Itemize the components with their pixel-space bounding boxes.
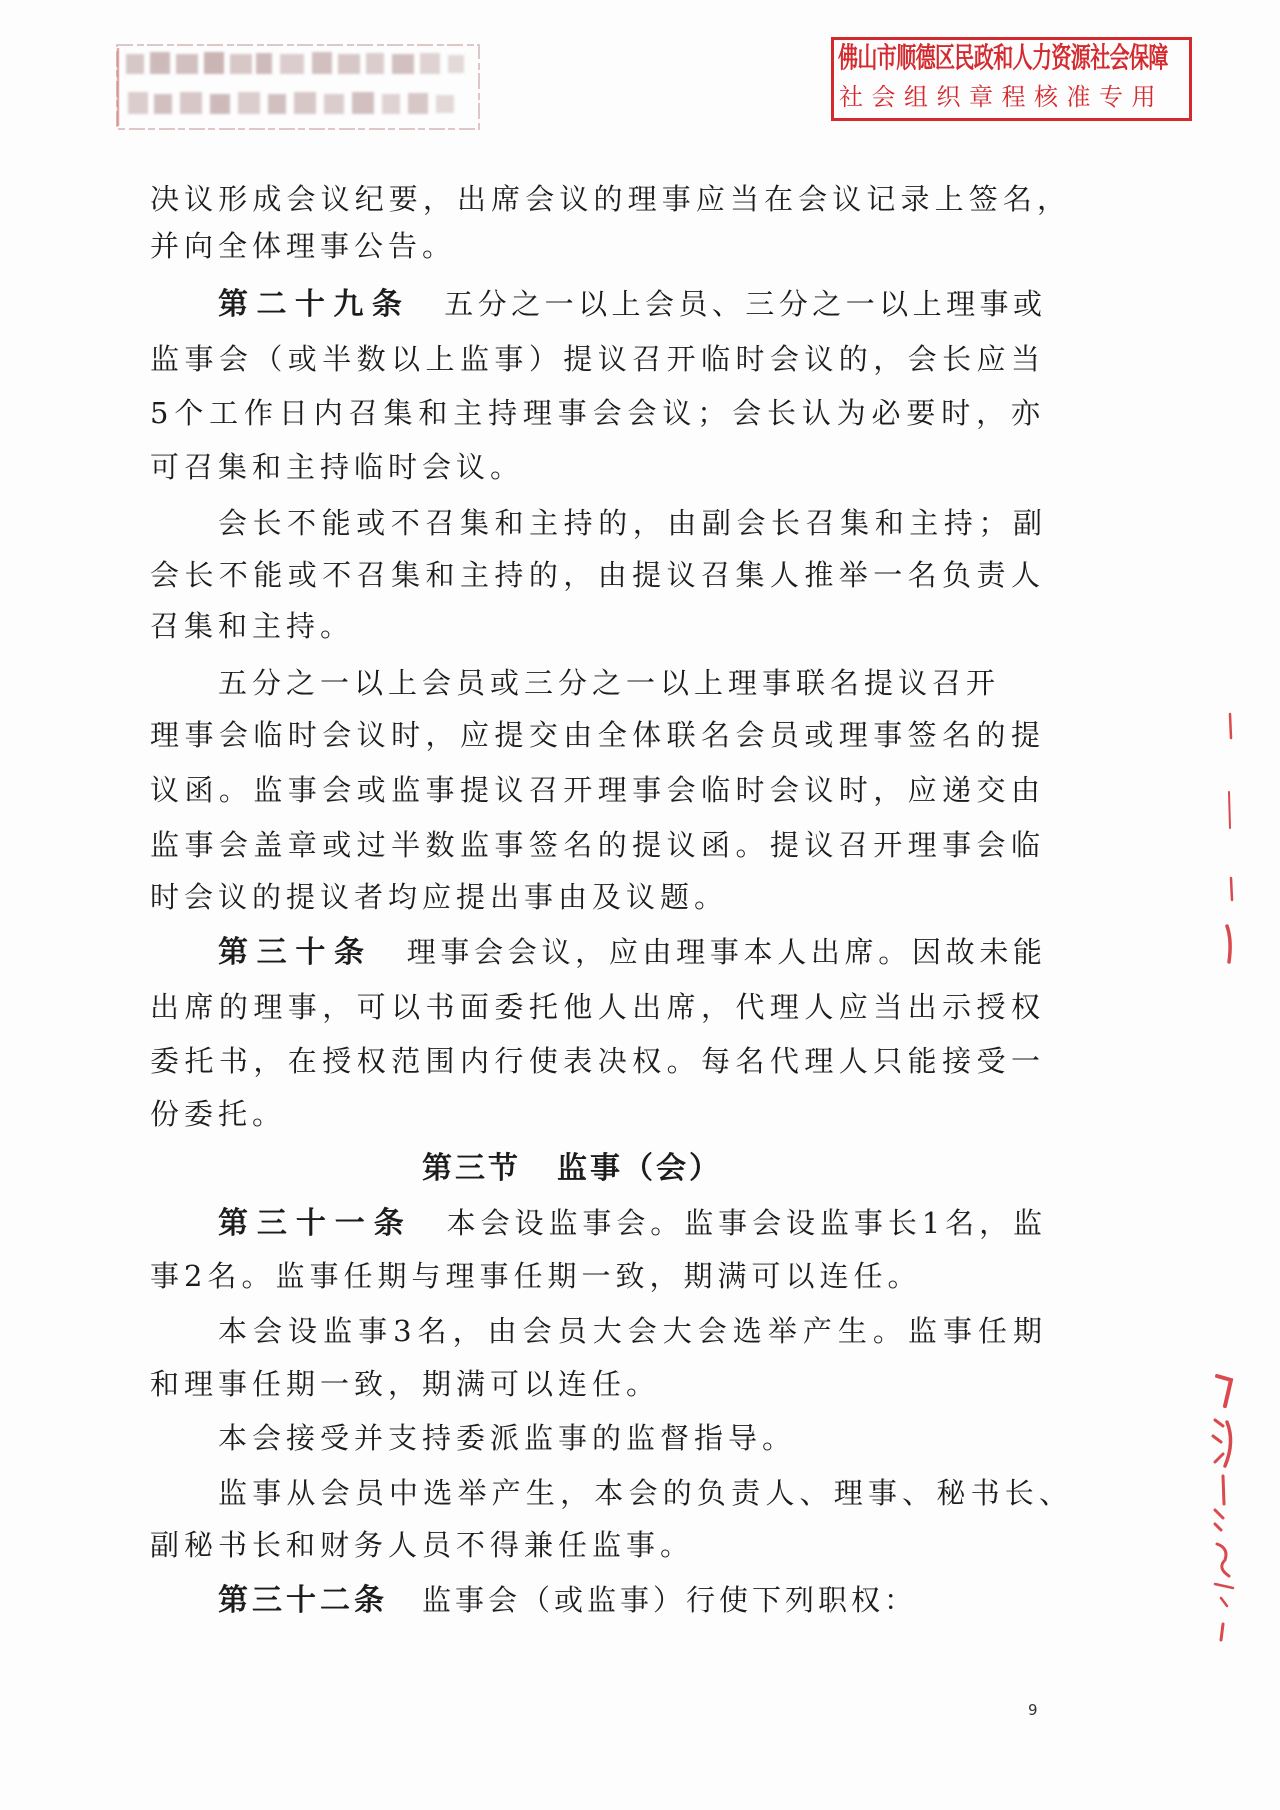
section-number: 第三节 xyxy=(422,1151,521,1186)
text-line: 监事会盖章或过半数监事签名的提议函。提议召开理事会临 xyxy=(150,828,1040,862)
article-heading: 第三十二条 xyxy=(218,1583,388,1618)
article-text: 五分之一以上会员、三分之一以上理事或 xyxy=(444,287,1042,321)
stamp-purpose: 社会组织章程核准专用 xyxy=(839,83,1164,111)
section-title xyxy=(422,1149,722,1189)
text-line: 份委托。 xyxy=(150,1097,287,1131)
article-text: 本会设监事会。监事会设监事长1名，监 xyxy=(446,1206,1042,1240)
article-heading: 第三十一条 xyxy=(218,1206,413,1241)
text-line: 五分之一以上会员或三分之一以上理事联名提议召开 xyxy=(218,666,1001,700)
article-text: 监事会（或监事）行使下列职权： xyxy=(422,1583,918,1617)
text-line: 出席的理事，可以书面委托他人出席，代理人应当出示授权 xyxy=(150,990,1040,1024)
article-heading: 第三十条 xyxy=(218,935,373,970)
faded-stamp xyxy=(114,40,484,136)
article-heading: 第二十九条 xyxy=(218,287,411,322)
text-line xyxy=(218,932,1042,972)
text-line: 本会接受并支持委派监事的监督指导。 xyxy=(218,1421,797,1455)
text-line: 会长不能或不召集和主持的，由提议召集人推举一名负责人 xyxy=(150,558,1040,592)
text-line xyxy=(218,1203,1042,1243)
section-name: 监事（会） xyxy=(557,1151,722,1186)
text-line: 副秘书长和财务人员不得兼任监事。 xyxy=(150,1528,695,1562)
text-line: 理事会临时会议时，应提交由全体联名会员或理事签名的提 xyxy=(150,718,1040,752)
text-line: 监事从会员中选举产生，本会的负责人、理事、秘书长、 xyxy=(218,1476,1068,1510)
text-line: 和理事任期一致，期满可以连任。 xyxy=(150,1367,661,1401)
seam-seal-fragment-upper xyxy=(1205,700,1250,970)
text-line: 5个工作日内召集和主持理事会会议；会长认为必要时，亦 xyxy=(150,396,1040,430)
text-line: 决议形成会议纪要，出席会议的理事应当在会议记录上签名， xyxy=(150,182,1066,216)
stamp-issuer: 佛山市顺德区民政和人力资源社会保障 xyxy=(838,40,1168,74)
text-line xyxy=(218,284,1042,324)
text-line: 可召集和主持临时会议。 xyxy=(150,450,525,484)
article-text: 理事会会议，应由理事本人出席。因故未能 xyxy=(406,935,1042,969)
page-number: 9 xyxy=(1028,1701,1038,1719)
text-line: 会长不能或不召集和主持的，由副会长召集和主持；副 xyxy=(218,506,1042,540)
text-line: 议函。监事会或监事提议召开理事会临时会议时，应递交由 xyxy=(150,773,1040,807)
approval-stamp xyxy=(831,37,1192,121)
text-line: 监事会（或半数以上监事）提议召开临时会议的，会长应当 xyxy=(150,342,1040,376)
text-line: 并向全体理事公告。 xyxy=(150,229,457,263)
text-line: 时会议的提议者均应提出事由及议题。 xyxy=(150,880,729,914)
text-line: 委托书，在授权范围内行使表决权。每名代理人只能接受一 xyxy=(150,1044,1040,1078)
text-line: 召集和主持。 xyxy=(150,609,355,643)
text-line xyxy=(218,1580,917,1620)
text-line: 本会设监事3名，由会员大会大会选举产生。监事任期 xyxy=(218,1314,1042,1348)
seam-seal-fragment-lower xyxy=(1195,1362,1250,1652)
text-line: 事2名。监事任期与理事任期一致，期满可以连任。 xyxy=(150,1259,922,1293)
